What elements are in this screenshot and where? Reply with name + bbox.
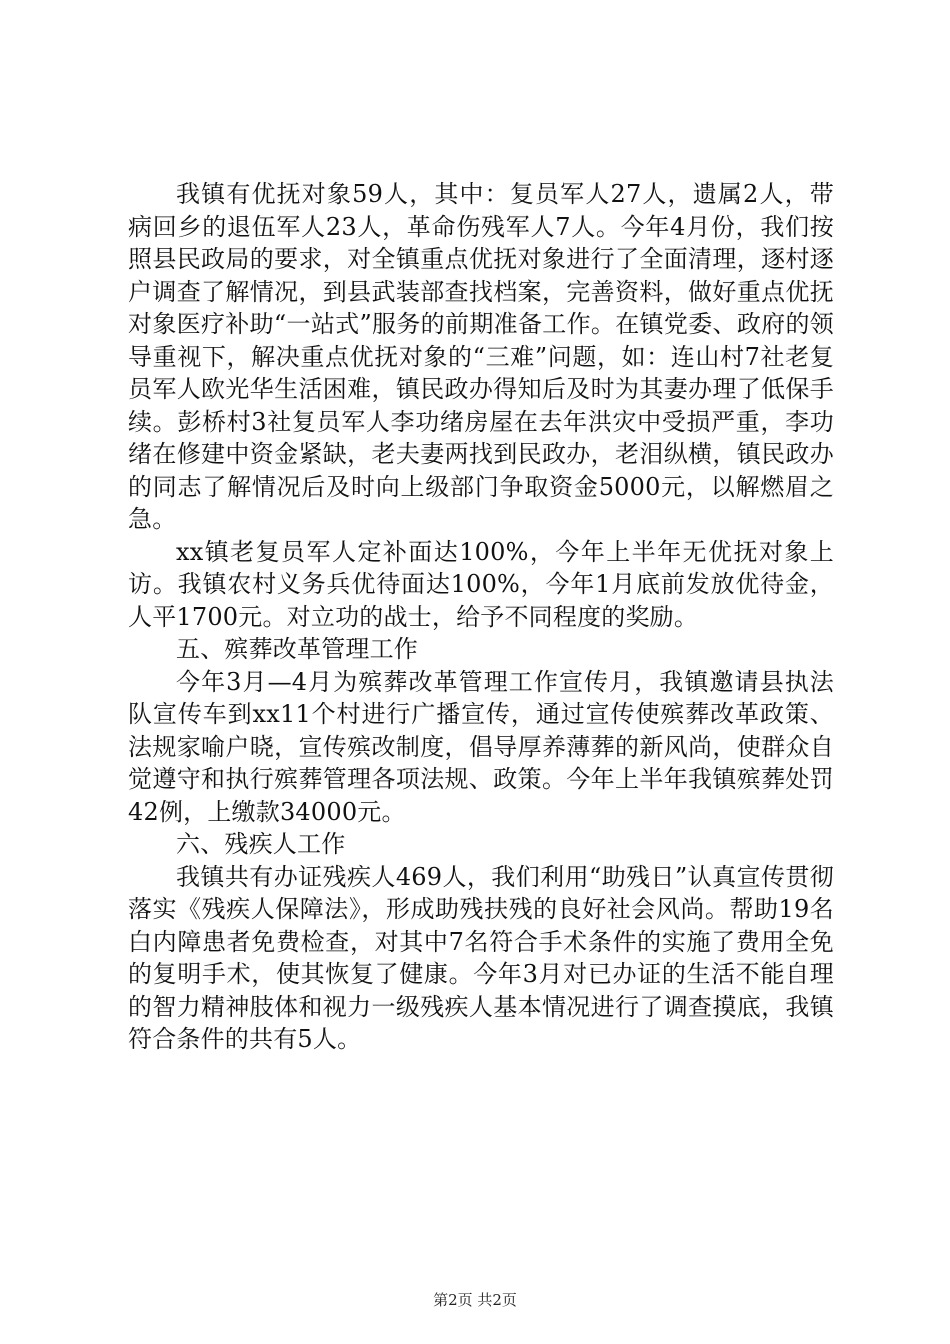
page-footer-page-number: 第2页 共2页 (433, 1291, 517, 1309)
section-heading-funeral-reform: 五、殡葬改革管理工作 (176, 635, 418, 663)
paragraph-funeral-reform: 今年3月—4月为殡葬改革管理工作宣传月，我镇邀请县执法队宣传车到xx11个村进行广播宣传，通过宣传使殡葬改革政策、法规家喻户晓，宣传殡改制度，倡导厚养薄葬的新风尚，使群众自觉遵守和执行殡葬管理各项法规、政策。今年上半年我镇殡葬处罚42例，上缴款34000元。 (128, 667, 834, 826)
section-heading-disabled-persons: 六、残疾人工作 (176, 830, 346, 858)
paragraph-disabled-persons: 我镇共有办证残疾人469人，我们利用“助残日”认真宣传贯彻落实《残疾人保障法》，形成助残扶残的良好社会风尚。帮助19名白内障患者免费检查，对其中7名符合手术条件的实施了费用全免的复明手术，使其恢复了健康。今年3月对已办证的生活不能自理的智力精神肢体和视力一级残疾人基本情况进行了调查摸底，我镇符合条件的共有5人。 (128, 862, 834, 1053)
paragraph-veteran-subsidy: xx镇老复员军人定补面达100%，今年上半年无优抚对象上访。我镇农村义务兵优待面达100%，今年1月底前发放优待金，人平1700元。对立功的战士，给予不同程度的奖励。 (128, 537, 834, 631)
paragraph-preferential-treatment: 我镇有优抚对象59人，其中：复员军人27人，遗属2人，带病回乡的退伍军人23人，革命伤残军人7人。今年4月份，我们按照县民政局的要求，对全镇重点优抚对象进行了全面清理，逐村逐户调查了解情况，到县武装部查找档案，完善资料，做好重点优抚对象医疗补助“一站式”服务的前期准备工作。在镇党委、政府的领导重视下，解决重点优抚对象的“三难”问题，如：连山村7社老复员军人欧光华生活困难，镇民政办得知后及时为其妻办理了低保手续。彭桥村3社复员军人李功绪房屋在去年洪灾中受损严重，李功绪在修建中资金紧缺，老夫妻两找到民政办，老泪纵横，镇民政办的同志了解情况后及时向上级部门争取资金5000元，以解燃眉之急。 (128, 180, 834, 533)
document-body (128, 178, 834, 1056)
